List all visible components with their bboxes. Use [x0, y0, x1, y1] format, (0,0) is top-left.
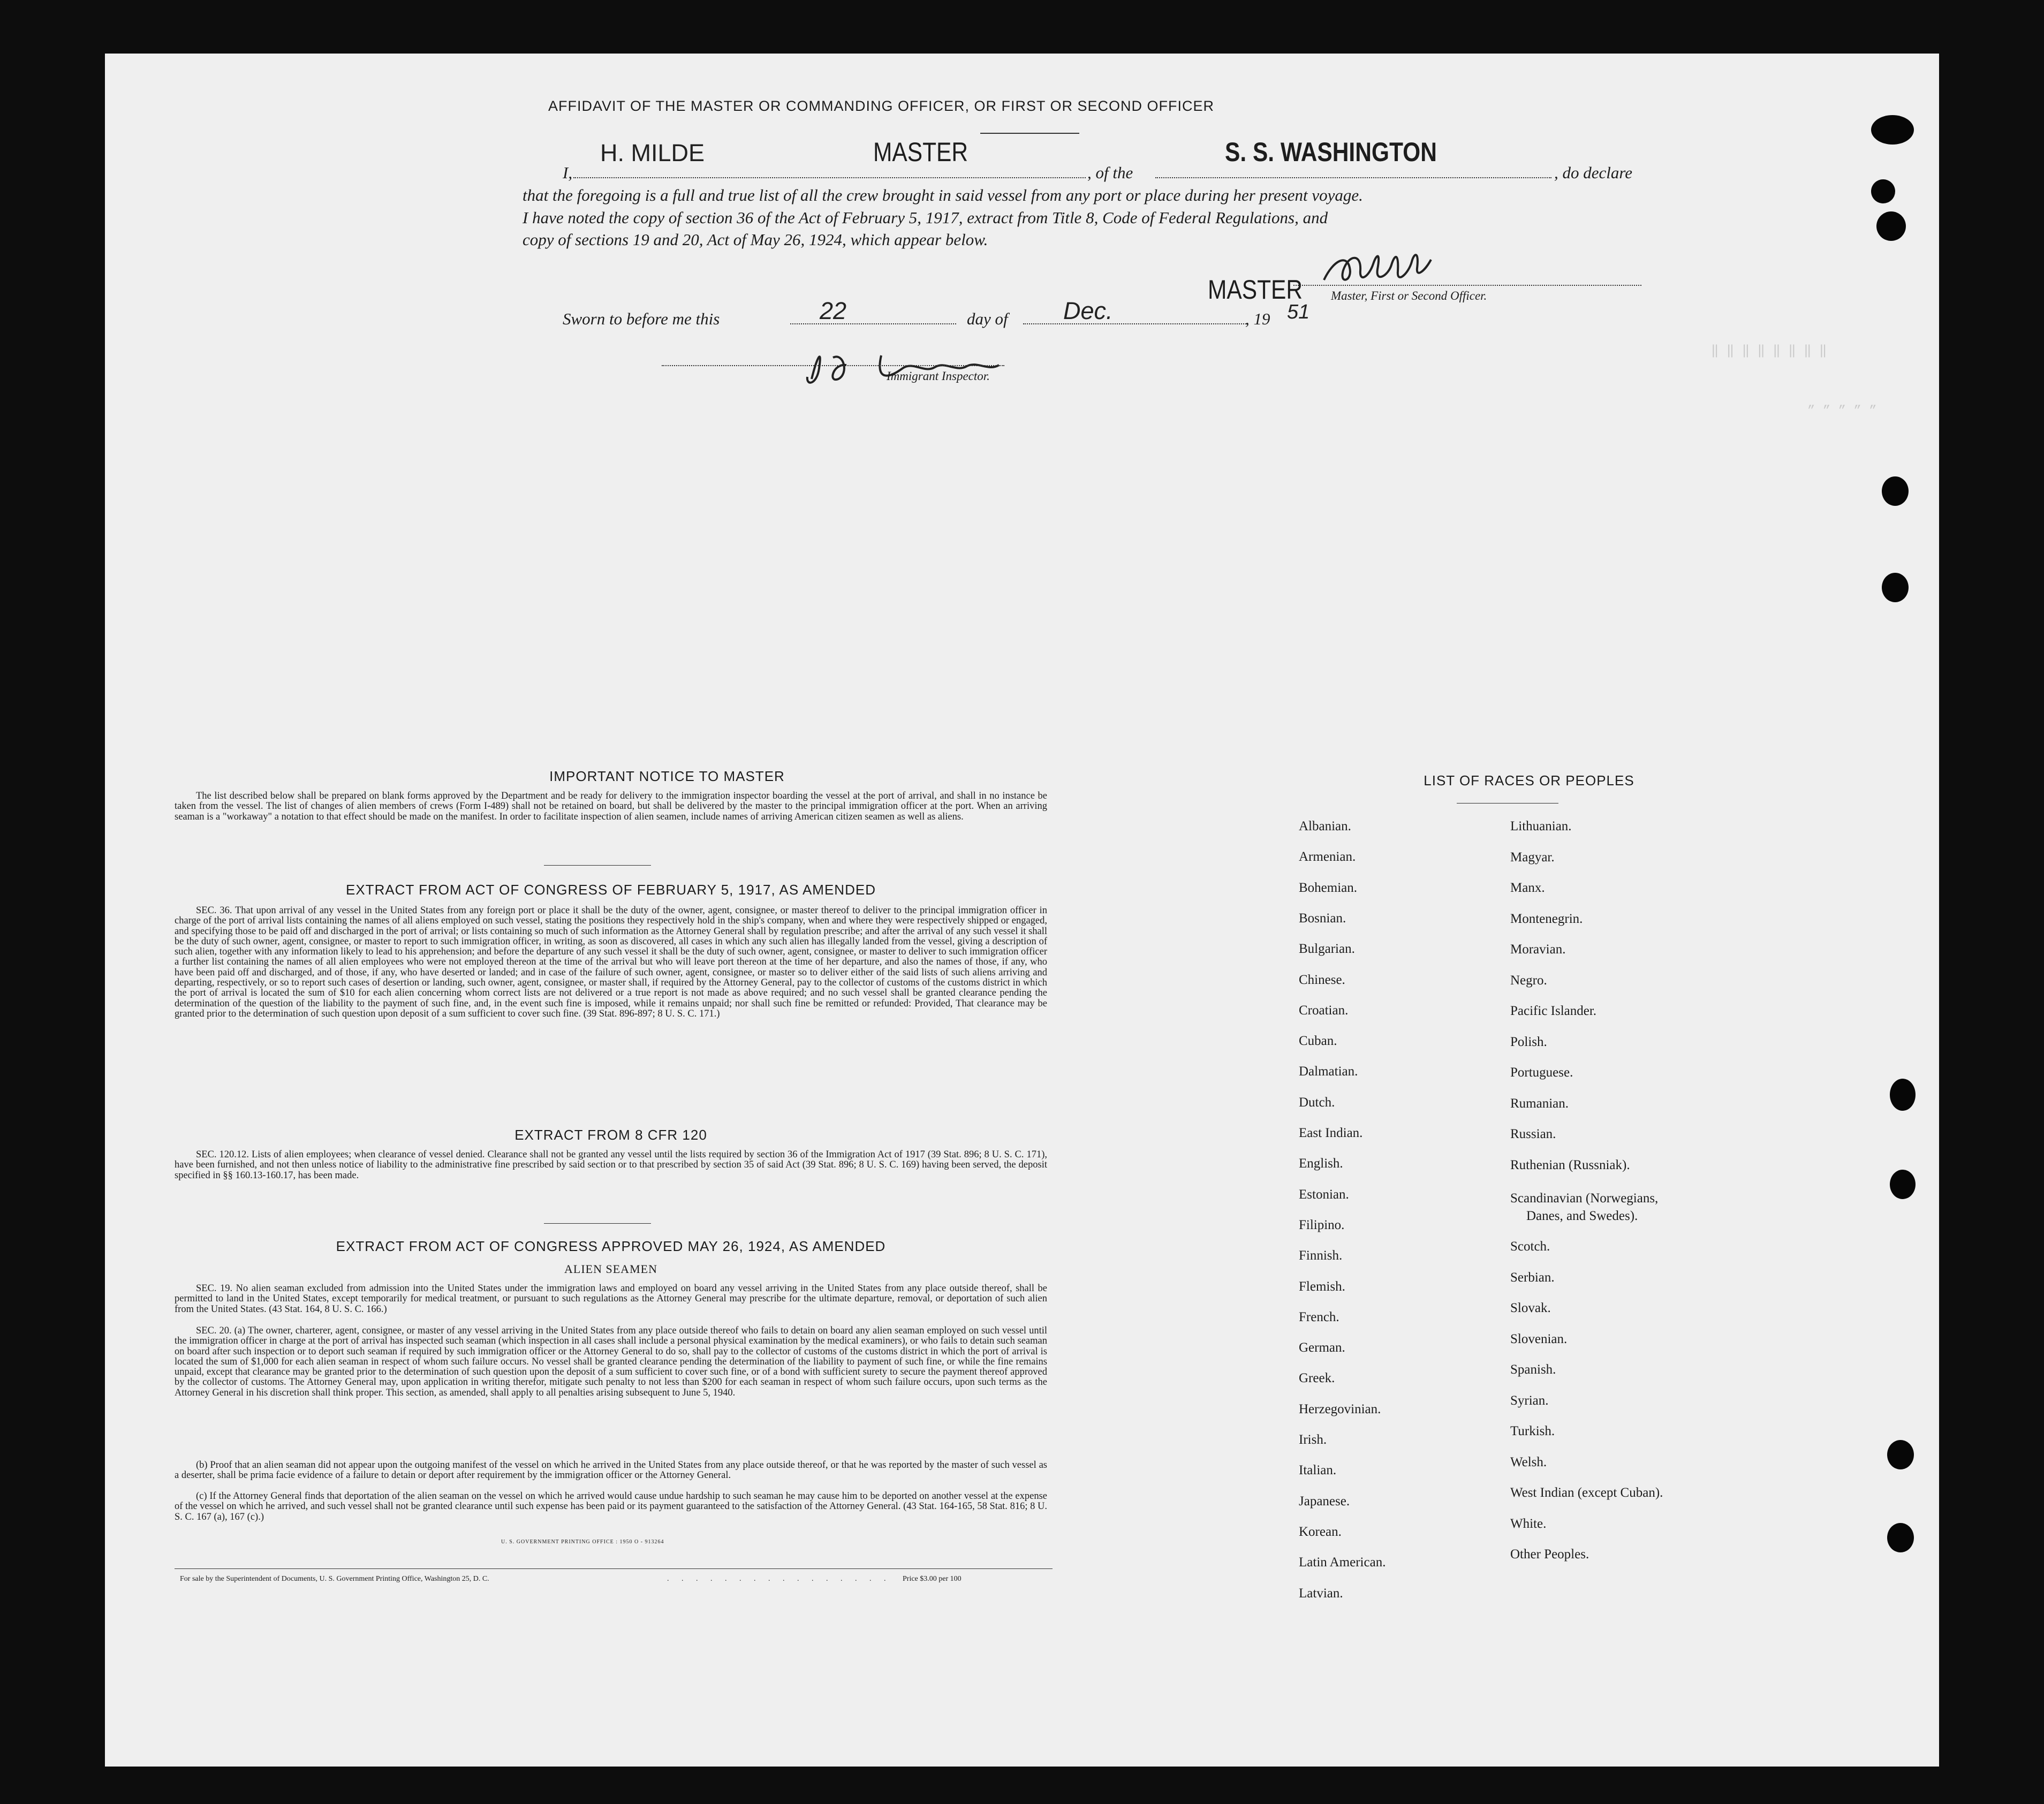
punch-hole	[1887, 1440, 1914, 1469]
sec-20a-body: SEC. 20. (a) The owner, charterer, agent, consignee, or master of any vessel arriving in the United States from any place outside thereof who fails to detain on board any alien seaman employed on such vessel until the immigration officer in charge at the port of arrival has inspected such seaman (which inspection in all cases shall include a personal physical examination by the medical examiners), or who fails to detain such seaman on board after such inspection or to deport such seaman if required by such immigration officer or the Attorney General to do so, shall pay to the collector of customs of the customs district in which the port of arrival is located the sum of $1,000 for each alien seaman in respect of whom such failure occurs. No vessel shall be granted clearance pending the determination of the liability to payment of such fine, or while the fine remains unpaid, except that clearance may be granted prior to the determination of such question upon the deposit of a sum sufficient to cover such fine, or of a bond with sufficient surety to secure the payment thereof approved by the collector of customs. The Attorney General may, upon application in writing therefor, mitigate such penalty to not less than $200 for each seaman in respect of whom such failure occurs, upon such terms as the Attorney General in his discretion shall think proper. This section, as amended, shall apply to all penalties arising subsequent to June 5, 1940.	[175, 1325, 1047, 1398]
footer-right: Price $3.00 per 100	[903, 1575, 962, 1583]
race-item: Ruthenian (Russniak).	[1510, 1157, 1630, 1172]
race-item: White.	[1510, 1516, 1547, 1531]
race-item: Bohemian.	[1299, 880, 1358, 895]
race-item: Dalmatian.	[1299, 1064, 1358, 1079]
declaration-line-2: that the foregoing is a full and true list of all the crew brought in said vessel from any port or place during her present voyage.	[523, 186, 1363, 204]
year-prefix-text: , 19	[1245, 309, 1270, 328]
race-item: Herzegovinian.	[1299, 1401, 1381, 1416]
punch-hole	[1876, 211, 1906, 241]
races-heading: LIST OF RACES OR PEOPLES	[1424, 772, 1634, 789]
race-item: Negro.	[1510, 973, 1547, 988]
punch-hole	[1882, 476, 1909, 506]
signature-caption: Master, First or Second Officer.	[1331, 289, 1487, 302]
punch-hole	[1890, 1170, 1916, 1199]
signature-stamp: MASTER	[1208, 275, 1303, 305]
sworn-day-line	[790, 323, 956, 324]
race-item: Manx.	[1510, 881, 1545, 895]
race-item: Flemish.	[1299, 1279, 1345, 1294]
race-item: Danes, and Swedes).	[1526, 1208, 1638, 1223]
race-item: Magyar.	[1510, 850, 1555, 865]
race-item: Syrian.	[1510, 1393, 1549, 1408]
do-declare-text: , do declare	[1554, 163, 1633, 182]
punch-hole	[1871, 115, 1914, 145]
extract-1924-heading: EXTRACT FROM ACT OF CONGRESS APPROVED MAY 26, 1924, AS AMENDED	[336, 1238, 886, 1254]
affidavit-title: AFFIDAVIT OF THE MASTER OR COMMANDING OFFICER, OR FIRST OR SECOND OFFICER	[548, 98, 1215, 114]
race-item: Welsh.	[1510, 1454, 1547, 1469]
race-item: Italian.	[1299, 1463, 1337, 1478]
punch-hole	[1871, 179, 1895, 203]
race-item: Japanese.	[1299, 1494, 1350, 1509]
vessel-name: S. S. WASHINGTON	[1225, 137, 1437, 167]
footer-leader: . . . . . . . . . . . . . . . .	[667, 1575, 891, 1583]
title-rule	[980, 133, 1079, 134]
race-item: Latin American.	[1299, 1555, 1386, 1570]
sworn-month: Dec.	[1063, 297, 1113, 324]
race-item: Polish.	[1510, 1034, 1547, 1049]
race-item: Estonian.	[1299, 1187, 1349, 1202]
signature-line	[1293, 285, 1641, 286]
sec-20c-body: (c) If the Attorney General finds that deportation of the alien seaman on the vessel on which he arrived would cause undue hardship to such seaman he may cause him to be deported on another vessel at the expense of the vessel on which he arrived, and such vessel shall not be granted clearance until such expense has been paid or its payment guaranteed to the satisfaction of the Attorney General. (43 Stat. 164-165, 58 Stat. 816; 8 U. S. C. 167 (a), 167 (c).)	[175, 1491, 1047, 1522]
punch-hole	[1882, 573, 1909, 602]
name-field-line	[573, 177, 1086, 178]
footer-left: For sale by the Superintendent of Documents, U. S. Government Printing Office, Washington 25, D. C.	[180, 1575, 489, 1583]
notice-rule	[544, 865, 651, 866]
extract-1917-heading: EXTRACT FROM ACT OF CONGRESS OF FEBRUARY 5, 1917, AS AMENDED	[346, 882, 876, 898]
race-item: Slovak.	[1510, 1301, 1551, 1315]
punch-hole	[1887, 1523, 1914, 1552]
alien-seamen-subheading: ALIEN SEAMEN	[564, 1262, 657, 1276]
race-item: Filipino.	[1299, 1217, 1345, 1232]
race-item: Lithuanian.	[1510, 819, 1572, 833]
bleed-through-mark: „ „ „ „ „	[1807, 396, 1877, 411]
cfr-body: SEC. 120.12. Lists of alien employees; when clearance of vessel denied. Clearance shall not be granted any vessel until the lists required by section 36 of the Immigration Act of 1917 (39 Stat. 896; 8 U. S. C. 171), have been furnished, and not then unless notice of liability to the administrative fine prescribed by said section or to that prescribed by section 35 of said Act (39 Stat. 896; 8 U. S. C. 169) having been served, the deposit specified in §§ 160.13-160.17, has been made.	[175, 1149, 1047, 1181]
race-item: Irish.	[1299, 1432, 1327, 1447]
inspector-line	[662, 365, 1004, 366]
race-item: Serbian.	[1510, 1270, 1555, 1285]
sworn-month-line	[1023, 323, 1248, 324]
sworn-text: Sworn to before me this	[563, 309, 720, 328]
race-item: Spanish.	[1510, 1362, 1556, 1377]
race-item: Dutch.	[1299, 1095, 1335, 1110]
declaration-line-4: copy of sections 19 and 20, Act of May 26, 1924, which appear below.	[523, 230, 988, 249]
race-item: German.	[1299, 1340, 1345, 1355]
race-item: Armenian.	[1299, 850, 1356, 865]
notice-heading: IMPORTANT NOTICE TO MASTER	[549, 768, 785, 784]
race-item: Scandinavian (Norwegians,	[1510, 1191, 1659, 1206]
race-item: Turkish.	[1510, 1424, 1555, 1438]
sec-19-body: SEC. 19. No alien seaman excluded from admission into the United States under the immigration laws and employed on board any vessel arriving in the United States from any place outside thereof, shall be permitted to land in the United States, except temporarily for medical treatment, or pursuant to such regulations as the Attorney General may prescribe for the ultimate departure, removal, or deportation of such alien from the United States. (43 Stat. 164, 8 U. S. C. 166.)	[175, 1283, 1047, 1315]
inspector-caption: Immigrant Inspector.	[887, 369, 990, 383]
day-of-text: day of	[967, 309, 1008, 328]
master-name: H. MILDE	[600, 139, 705, 166]
vessel-field-line	[1155, 177, 1551, 178]
race-item: Rumanian.	[1510, 1096, 1569, 1111]
declaration-i: I,	[563, 163, 573, 182]
race-item: Korean.	[1299, 1524, 1342, 1539]
sec-20b-body: (b) Proof that an alien seaman did not appear upon the outgoing manifest of the vessel on which he arrived in the United States from any place outside thereof, or that he was reported by the master of such vessel as a deserter, shall be prima facie evidence of a failure to detain or deport after requirement by the immigration officer or the Attorney General.	[175, 1460, 1047, 1481]
race-item: Cuban.	[1299, 1034, 1337, 1049]
bleed-through-mark: ‖ ‖ ‖ ‖ ‖ ‖ ‖ ‖	[1711, 344, 1827, 359]
punch-hole	[1890, 1079, 1916, 1111]
sworn-year: 51	[1287, 301, 1310, 323]
race-item: Bosnian.	[1299, 911, 1346, 926]
cfr-rule	[544, 1223, 651, 1224]
affidavit-page	[105, 54, 1939, 1767]
race-item: Bulgarian.	[1299, 942, 1355, 957]
sworn-day: 22	[820, 297, 847, 324]
race-item: Croatian.	[1299, 1003, 1349, 1018]
cfr-heading: EXTRACT FROM 8 CFR 120	[514, 1127, 707, 1143]
race-item: Other Peoples.	[1510, 1547, 1589, 1562]
notice-body: The list described below shall be prepared on blank forms approved by the Department and be ready for delivery to the immigration inspector boarding the vessel at the port of arrival, and shall in no instance be taken from the vessel. The list of changes of alien members of crews (Form I-489) shall not be retained on board, but shall be delivered by the master to the principal immigration officer at the port. When an arriving seaman is a "workaway" a notation to that effect should be made on the manifest. In order to facilitate inspection of alien seamen, include names of arriving American citizen seamen as well as aliens.	[175, 791, 1047, 822]
race-item: West Indian (except Cuban).	[1510, 1485, 1663, 1500]
race-item: Greek.	[1299, 1371, 1335, 1386]
race-item: Montenegrin.	[1510, 911, 1583, 926]
race-item: Albanian.	[1299, 819, 1351, 833]
master-rank: MASTER	[873, 137, 968, 167]
race-item: Finnish.	[1299, 1248, 1343, 1263]
races-rule	[1457, 803, 1558, 804]
race-item: Scotch.	[1510, 1239, 1550, 1254]
race-item: Slovenian.	[1510, 1331, 1568, 1346]
race-item: Moravian.	[1510, 942, 1566, 957]
race-item: English.	[1299, 1156, 1343, 1171]
race-item: East Indian.	[1299, 1126, 1363, 1140]
extract-1917-body: SEC. 36. That upon arrival of any vessel in the United States from any foreign port or place it shall be the duty of the owner, agent, consignee, or master thereof to deliver to the principal immigration officer in charge of the port of arrival lists containing the names of all aliens employed on such vessel, stating the positions they respectively hold in the ship's company, when and where they were respectively shipped or engaged, and specifying those to be paid off and discharged in the port of arrival; or lists containing so much of such information as the Attorney General shall by regulation prescribe; and after the arrival of any such vessel it shall be the duty of such owner, agent, consignee, or master to report to such immigration officer, in writing, as soon as discovered, all cases in which any such alien has illegally landed from the vessel, giving a description of such alien, together with any information likely to lead to his apprehension; and before the departure of any such vessel it shall be the duty of such owner, agent, consignee, or master to deliver to such immigration officer a further list containing the names of all alien employees who were not employed thereon at the time of the arrival but who will leave port thereon at the time of her departure, and also the names of those, if any, who have been paid off and discharged, and of those, if any, who have deserted or landed; and in case of the failure of such owner, agent, consignee, or master so to deliver either of the said lists of such aliens arriving and departing, respectively, or so to report such cases of desertion or landing, such owner, agent, consignee, or master shall, if required by the Attorney General, pay to the collector of customs of the customs district in which the port of arrival is located the sum of $10 for each alien concerning whom correct lists are not delivered or a true report is not made as above required; and no such vessel shall be granted clearance pending the determination of the question of the liability to the payment of such fine, and, in the event such fine is imposed, while it remains unpaid; nor shall such fine be remitted or refunded: Provided, That clearance may be granted prior to the determination of such question upon deposit of a sum sufficient to cover such fine. (39 Stat. 896-897; 8 U. S. C. 171.)	[175, 905, 1047, 1019]
declaration-line-3: I have noted the copy of section 36 of the Act of February 5, 1917, extract from Title 8, Code of Federal Regulations, and	[523, 208, 1328, 227]
race-item: Chinese.	[1299, 972, 1345, 987]
race-item: Russian.	[1510, 1127, 1556, 1141]
race-item: French.	[1299, 1309, 1339, 1324]
race-item: Portuguese.	[1510, 1065, 1573, 1080]
printing-office-line: U. S. GOVERNMENT PRINTING OFFICE : 1950 O - 913264	[501, 1539, 664, 1545]
footer-rule	[175, 1568, 1053, 1569]
race-item: Latvian.	[1299, 1586, 1343, 1601]
of-the-text: , of the	[1087, 163, 1133, 182]
race-item: Pacific Islander.	[1510, 1004, 1597, 1018]
